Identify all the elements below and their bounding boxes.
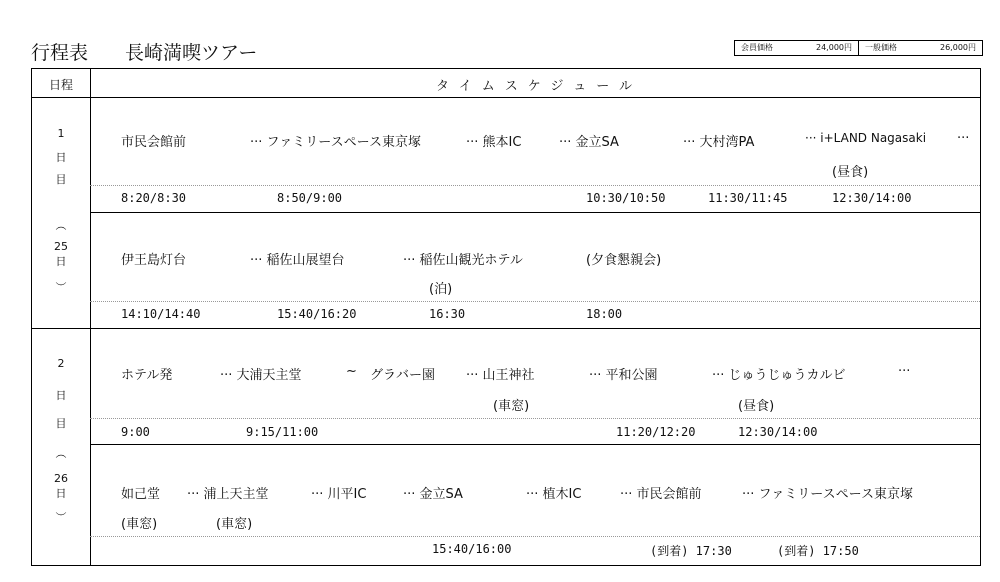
r2-time-0: 14:10/14:40 xyxy=(121,307,201,321)
r1-stop-3: ··· 金立SA xyxy=(559,135,619,150)
r1-time-1: 8:50/9:00 xyxy=(277,191,343,205)
header-divider xyxy=(32,97,980,98)
r2-stop-3: (夕食懇親会) xyxy=(586,253,662,268)
row-divider-1 xyxy=(90,212,980,213)
r2-stop-2: ··· 稲佐山観光ホテル xyxy=(403,253,523,268)
day1-date: 25 xyxy=(54,240,68,253)
day2-date: 26 xyxy=(54,472,68,485)
r4-stop-4: ··· 植木IC xyxy=(526,487,582,502)
r4-time-1: (到着) 17:30 xyxy=(650,544,732,558)
r2-time-1: 15:40/16:20 xyxy=(277,307,357,321)
day1-paren-close: ︶ xyxy=(55,281,67,294)
r2-divider xyxy=(90,301,980,302)
r1-time-0: 8:20/8:30 xyxy=(121,191,187,205)
day2-date-char: 日 xyxy=(55,487,67,500)
r1-divider xyxy=(90,185,980,186)
r3-stop-0: ホテル発 xyxy=(121,368,173,383)
day1-char1: 日 xyxy=(55,151,67,164)
col-day-header: 日程 xyxy=(49,78,74,92)
r4-time-0: 15:40/16:00 xyxy=(432,542,512,556)
r2-time-3: 18:00 xyxy=(586,307,623,321)
r2-stop-0: 伊王島灯台 xyxy=(121,253,187,268)
page-title: 行程表 xyxy=(31,42,89,64)
r3-divider xyxy=(90,418,980,419)
col-schedule-header: タイムスケジュール xyxy=(436,79,642,94)
price-member-label: 会員価格 xyxy=(741,43,773,52)
r3-note-lunch: (昼食) xyxy=(738,399,775,414)
r1-stop-1: ··· ファミリースペース東京塚 xyxy=(250,135,421,150)
r2-note-stay: (泊) xyxy=(429,282,453,297)
day1-number: 1 xyxy=(57,127,65,140)
r1-stop-4: ··· 大村湾PA xyxy=(683,135,755,150)
r1-time-3: 11:30/11:45 xyxy=(708,191,788,205)
day2-paren-close: ︶ xyxy=(55,511,67,524)
r4-divider xyxy=(90,536,980,537)
r1-note-lunch: (昼食) xyxy=(832,165,869,180)
r1-time-4: 12:30/14:00 xyxy=(832,191,912,205)
schedule-table xyxy=(31,68,981,566)
r1-time-2: 10:30/10:50 xyxy=(586,191,666,205)
r3-stop-3: グラバー園 xyxy=(370,368,436,383)
price-general-label: 一般価格 xyxy=(865,43,897,52)
tour-name: 長崎満喫ツアー xyxy=(125,42,258,64)
r3-time-2: 11:20/12:20 xyxy=(616,425,696,439)
r3-stop-1: ··· 大浦天主堂 xyxy=(220,368,302,383)
r2-stop-1: ··· 稲佐山展望台 xyxy=(250,253,345,268)
r1-stop-2: ··· 熊本IC xyxy=(466,135,522,150)
r3-note-window: (車窓) xyxy=(493,399,530,414)
r3-time-3: 12:30/14:00 xyxy=(738,425,818,439)
day1-paren-open: ︵ xyxy=(55,219,67,232)
day2-char2: 目 xyxy=(55,417,67,430)
r4-stop-2: ··· 川平IC xyxy=(311,487,367,502)
r4-stop-3: ··· 金立SA xyxy=(403,487,463,502)
r2-time-2: 16:30 xyxy=(429,307,466,321)
day-divider xyxy=(32,328,980,329)
price-member xyxy=(735,41,858,55)
price-general-value: 26,000円 xyxy=(940,43,976,52)
r4-stop-1: ··· 浦上天主堂 xyxy=(187,487,269,502)
r3-time-0: 9:00 xyxy=(121,425,150,439)
r4-time-2: (到着) 17:50 xyxy=(777,544,859,558)
day1-date-char: 日 xyxy=(55,255,67,268)
r3-stop-5: ··· 平和公園 xyxy=(589,368,658,383)
r3-time-1: 9:15/11:00 xyxy=(246,425,319,439)
day2-number: 2 xyxy=(57,357,65,370)
r3-stop-4: ··· 山王神社 xyxy=(466,368,535,383)
day2-paren-open: ︵ xyxy=(55,447,67,460)
r4-stop-0: 如己堂 xyxy=(121,487,161,502)
r3-stop-2: ~ xyxy=(346,364,357,379)
price-general xyxy=(858,41,982,55)
day2-char1: 日 xyxy=(55,389,67,402)
price-member-value: 24,000円 xyxy=(816,43,852,52)
r4-stop-5: ··· 市民会館前 xyxy=(620,487,702,502)
r1-stop-6: ··· xyxy=(957,131,970,146)
r4-stop-6: ··· ファミリースペース東京塚 xyxy=(742,487,913,502)
r4-note-window-2: (車窓) xyxy=(216,517,253,532)
r3-stop-7: ··· xyxy=(898,364,911,379)
row-divider-3 xyxy=(90,444,980,445)
column-divider xyxy=(90,69,91,565)
r1-stop-5: ··· i+LAND Nagasaki xyxy=(805,131,927,145)
r4-note-window-1: (車窓) xyxy=(121,517,158,532)
r1-stop-0: 市民会館前 xyxy=(121,135,187,150)
price-box xyxy=(734,40,983,56)
r3-stop-6: ··· じゅうじゅうカルビ xyxy=(712,368,846,383)
day1-char2: 目 xyxy=(55,173,67,186)
